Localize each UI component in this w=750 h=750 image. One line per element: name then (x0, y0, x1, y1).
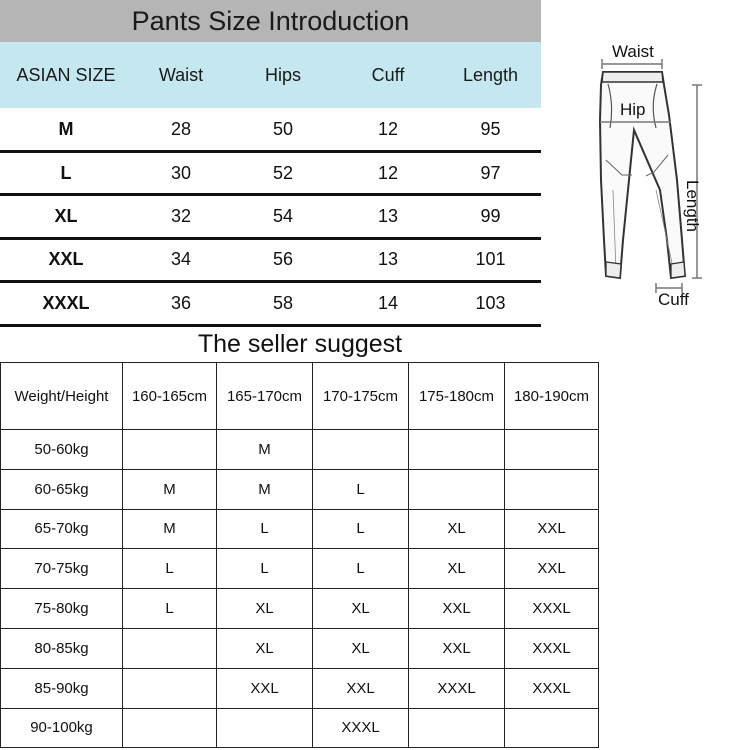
length-cell: 95 (480, 118, 501, 139)
suggest-cell: L (123, 549, 217, 589)
suggest-cell: XXXL (313, 708, 409, 748)
length-label: Length (683, 180, 702, 232)
size-row-l (0, 153, 541, 196)
suggest-row (1, 430, 599, 470)
cuff-cell: 13 (377, 206, 399, 227)
suggest-row (1, 469, 599, 509)
length-cell: 101 (475, 249, 506, 270)
header-height-range: 180-190cm (505, 363, 599, 430)
cuff-cell: 13 (377, 249, 399, 270)
header-hips: Hips (264, 64, 301, 85)
weight-cell: 65-70kg (1, 509, 123, 549)
waist-cell: 34 (170, 249, 192, 270)
suggest-cell: XXL (409, 628, 505, 668)
waist-label: Waist (612, 42, 654, 61)
suggest-table-title: The seller suggest (197, 330, 403, 358)
suggest-cell (123, 708, 217, 748)
suggest-cell (123, 430, 217, 470)
weight-cell: 80-85kg (1, 628, 123, 668)
size-cell: XXL (48, 249, 84, 270)
suggest-cell (313, 430, 409, 470)
suggest-cell (505, 430, 599, 470)
weight-cell: 60-65kg (1, 469, 123, 509)
cuff-cell: 12 (377, 118, 399, 139)
suggest-cell: XL (313, 628, 409, 668)
suggest-cell: L (217, 549, 313, 589)
suggest-row (1, 589, 599, 629)
size-table-header (0, 42, 541, 108)
header-height-range: 175-180cm (409, 363, 505, 430)
suggest-cell: XXL (505, 549, 599, 589)
suggest-cell (123, 668, 217, 708)
suggest-cell: XXL (217, 668, 313, 708)
header-asian-size: ASIAN SIZE (16, 64, 116, 85)
hips-cell: 54 (272, 206, 294, 227)
suggest-cell: L (123, 589, 217, 629)
suggest-row (1, 549, 599, 589)
suggest-row (1, 668, 599, 708)
suggest-cell (505, 708, 599, 748)
suggest-table (0, 362, 599, 748)
suggest-cell: L (313, 469, 409, 509)
suggest-row (1, 628, 599, 668)
header-weight-height: Weight/Height (1, 363, 123, 430)
suggest-cell (409, 469, 505, 509)
suggest-cell: L (313, 549, 409, 589)
hips-cell: 56 (272, 249, 294, 270)
suggest-cell: L (217, 509, 313, 549)
header-height-range: 160-165cm (123, 363, 217, 430)
hip-label: Hip (620, 100, 646, 119)
suggest-cell: XXL (313, 668, 409, 708)
suggest-cell: XXL (505, 509, 599, 549)
hips-cell: 58 (272, 292, 294, 313)
weight-cell: 75-80kg (1, 589, 123, 629)
suggest-cell: XL (217, 628, 313, 668)
size-cell: XL (54, 206, 78, 227)
suggest-cell (123, 628, 217, 668)
size-cell: L (60, 162, 72, 183)
suggest-cell: M (123, 509, 217, 549)
suggest-cell: XL (409, 549, 505, 589)
cuff-cell: 14 (377, 292, 399, 313)
suggest-cell: XL (217, 589, 313, 629)
size-table-body (0, 108, 541, 327)
length-cell: 99 (480, 206, 501, 227)
suggest-header-row (1, 363, 599, 430)
suggest-cell: L (313, 509, 409, 549)
waist-cell: 32 (170, 206, 192, 227)
suggest-row (1, 708, 599, 748)
size-cell: XXXL (42, 292, 90, 313)
header-height-range: 170-175cm (313, 363, 409, 430)
size-row-m (0, 108, 541, 153)
size-table-title: Pants Size Introduction (0, 0, 541, 42)
suggest-cell (217, 708, 313, 748)
suggest-cell: XL (313, 589, 409, 629)
length-cell: 103 (475, 292, 506, 313)
suggest-cell: M (217, 469, 313, 509)
pants-diagram (570, 40, 750, 320)
header-length: Length (462, 64, 519, 85)
size-cell: M (58, 118, 74, 139)
suggest-cell: XXXL (505, 589, 599, 629)
suggest-cell: XXXL (505, 628, 599, 668)
size-row-xxxl (0, 283, 541, 326)
length-cell: 97 (480, 162, 501, 183)
header-cuff: Cuff (371, 64, 405, 85)
header-height-range: 165-170cm (217, 363, 313, 430)
size-row-xl (0, 196, 541, 239)
header-waist: Waist (158, 64, 204, 85)
cuff-cell: 12 (377, 162, 399, 183)
weight-cell: 85-90kg (1, 668, 123, 708)
size-row-xxl (0, 240, 541, 283)
cuff-label: Cuff (658, 290, 689, 309)
suggest-cell (409, 430, 505, 470)
suggest-cell: XXXL (505, 668, 599, 708)
waist-cell: 28 (170, 118, 192, 139)
suggest-cell: M (123, 469, 217, 509)
suggest-cell (505, 469, 599, 509)
suggest-cell: XXXL (409, 668, 505, 708)
weight-cell: 90-100kg (1, 708, 123, 748)
hips-cell: 52 (272, 162, 294, 183)
suggest-cell (409, 708, 505, 748)
suggest-cell: M (217, 430, 313, 470)
weight-cell: 50-60kg (1, 430, 123, 470)
pants-outline-icon (570, 40, 750, 320)
waist-cell: 36 (170, 292, 192, 313)
hips-cell: 50 (272, 118, 294, 139)
waist-cell: 30 (170, 162, 192, 183)
suggest-cell: XL (409, 509, 505, 549)
suggest-cell: XXL (409, 589, 505, 629)
suggest-row (1, 509, 599, 549)
weight-cell: 70-75kg (1, 549, 123, 589)
